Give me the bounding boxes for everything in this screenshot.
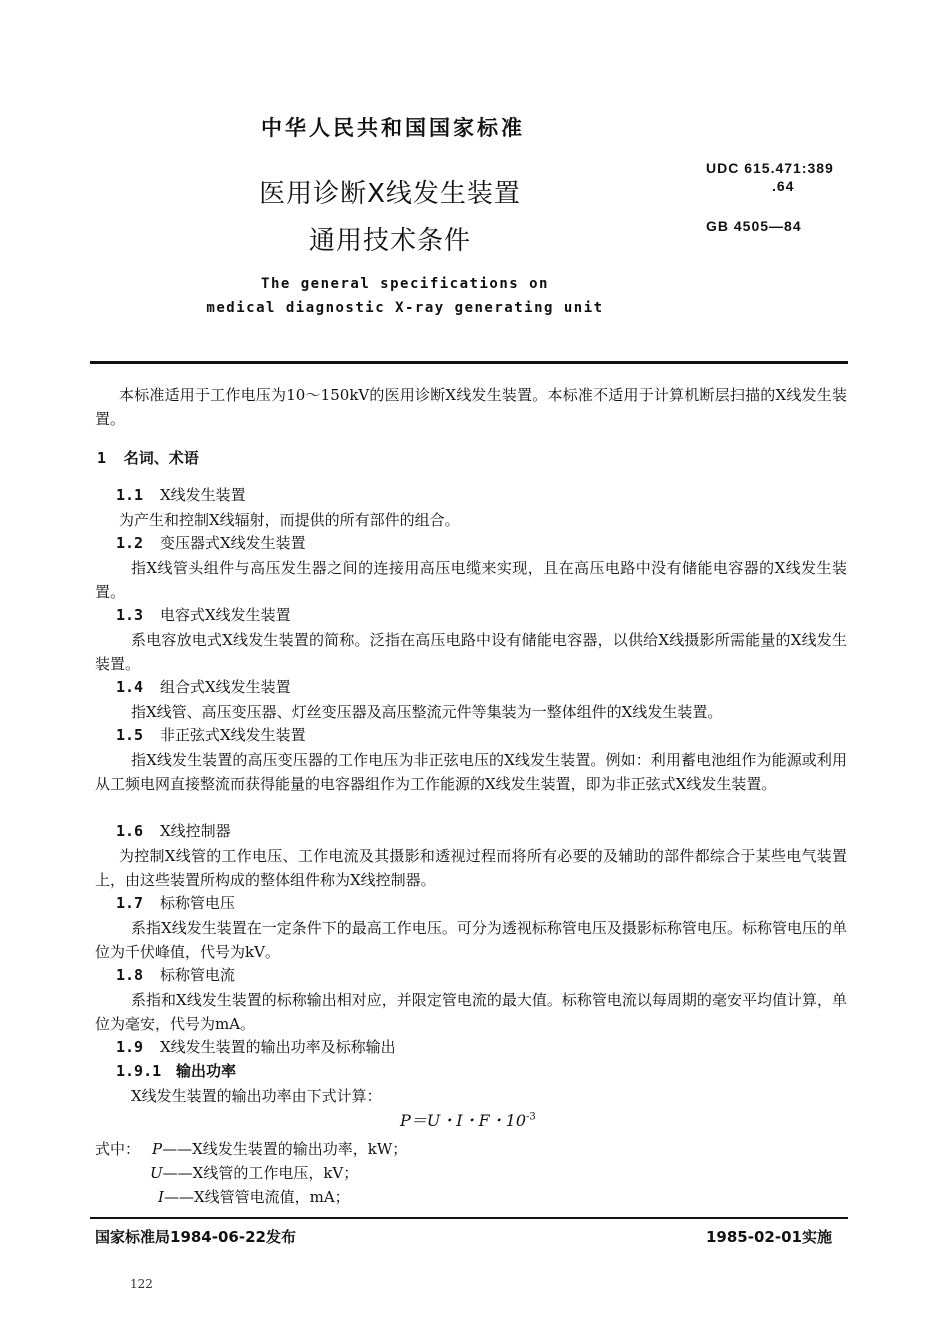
item-title: 标称管电流	[160, 966, 236, 984]
symbol-definition	[150, 1161, 358, 1185]
symbol: I	[158, 1188, 164, 1206]
item-title: X线发生装置的输出功率及标称输出	[160, 1038, 396, 1056]
symbol: P	[152, 1140, 163, 1158]
item-heading	[116, 964, 235, 985]
item-body: X线发生装置的输出功率由下式计算：	[131, 1087, 382, 1105]
section-number: 1	[97, 449, 107, 467]
title-cn-line1: 医用诊断X线发生装置	[259, 179, 521, 209]
udc-code: UDC 615.471:389	[706, 160, 834, 176]
item-heading	[116, 724, 306, 745]
subitem-heading	[116, 1060, 236, 1081]
item-body: 系指和X线发生装置的标称输出相对应，并限定管电流的最大值。标称管电流以每周期的毫安平均值计算，单位为毫安，代号为mA。	[95, 991, 847, 1033]
item-number: 1.9	[116, 1038, 144, 1056]
definition-text: ——X线管管电流值，mA；	[163, 1188, 350, 1206]
item-heading	[116, 1036, 396, 1057]
item-body: 系指X线发生装置在一定条件下的最高工作电压。可分为透视标称管电压及摄影标称管电压。标称管电压的单位为千伏峰值，代号为kV。	[95, 919, 847, 961]
power-formula	[400, 1108, 536, 1131]
symbol-definition	[152, 1137, 407, 1161]
issuing-org: 中华人民共和国国家标准	[261, 116, 525, 140]
gb-code: GB 4505—84	[706, 218, 802, 234]
item-body: 指X线发生装置的高压变压器的工作电压为非正弦电压的X线发生装置。例如：利用蓄电池组作为能源或利用从工频电网直接整流而获得能量的电容器组作为工作能源的X线发生装置，即为非正弦式X线发生装置。	[95, 751, 847, 793]
item-number: 1.5	[116, 726, 144, 744]
item-title: X线发生装置	[160, 486, 246, 504]
item-heading	[116, 484, 246, 505]
item-number: 1.9.1	[116, 1062, 162, 1080]
title-cn-line2: 通用技术条件	[308, 226, 471, 256]
title-en-line2: medical diagnostic X-ray generating unit	[206, 300, 604, 316]
item-heading	[116, 676, 291, 697]
item-title: 电容式X线发生装置	[160, 606, 291, 624]
item-number: 1.3	[116, 606, 144, 624]
effective-date: 1985-02-01实施	[706, 1228, 832, 1246]
item-body: 为产生和控制X线辐射，而提供的所有部件的组合。	[119, 511, 460, 529]
item-number: 1.8	[116, 966, 144, 984]
item-body: 指X线管、高压变压器、灯丝变压器及高压整流元件等集装为一整体组件的X线发生装置。	[131, 703, 723, 721]
footer-rule	[90, 1217, 848, 1219]
item-title: 变压器式X线发生装置	[160, 534, 306, 552]
definition-text: ——X线管的工作电压，kV；	[162, 1164, 359, 1182]
symbol-definition	[158, 1185, 350, 1209]
header-rule	[90, 361, 848, 364]
item-body: 系电容放电式X线发生装置的简称。泛指在高压电路中设有储能电容器，以供给X线摄影所需能量的X线发生装置。	[95, 631, 847, 673]
item-title: 标称管电压	[160, 894, 236, 912]
item-number: 1.4	[116, 678, 144, 696]
udc-code-continued: .64	[772, 178, 795, 194]
title-en-line1: The general specifications on	[261, 276, 549, 292]
item-title: 输出功率	[176, 1062, 237, 1080]
item-number: 1.2	[116, 534, 144, 552]
formula-main: P＝U・I・F・10	[400, 1111, 527, 1130]
where-prefix: 式中：	[95, 1140, 141, 1158]
page-number: 122	[130, 1277, 153, 1291]
item-title: 组合式X线发生装置	[160, 678, 291, 696]
item-heading	[116, 604, 291, 625]
definition-text: ——X线发生装置的输出功率，kW；	[162, 1140, 408, 1158]
item-body: 指X线管头组件与高压发生器之间的连接用高压电缆来实现，且在高压电路中没有储能电容器的X线发生装置。	[95, 559, 847, 601]
item-number: 1.6	[116, 822, 144, 840]
symbol: U	[150, 1164, 163, 1182]
item-title: 非正弦式X线发生装置	[160, 726, 306, 744]
item-number: 1.7	[116, 894, 144, 912]
section-1-heading	[97, 447, 199, 468]
published-date: 国家标准局1984-06-22发布	[95, 1228, 296, 1246]
section-title: 名词、术语	[123, 449, 199, 467]
item-number: 1.1	[116, 486, 144, 504]
item-heading	[116, 532, 306, 553]
item-body: 为控制X线管的工作电压、工作电流及其摄影和透视过程而将所有必要的及辅助的部件都综合于某些电气装置上，由这些装置所构成的整体组件称为X线控制器。	[95, 847, 847, 889]
item-title: X线控制器	[160, 822, 231, 840]
formula-exponent: -3	[526, 1111, 536, 1123]
item-heading	[116, 892, 235, 913]
intro-paragraph: 本标准适用于工作电压为10～150kV的医用诊断X线发生装置。本标准不适用于计算机断层扫描的X线发生装置。	[95, 386, 847, 428]
item-heading	[116, 820, 231, 841]
